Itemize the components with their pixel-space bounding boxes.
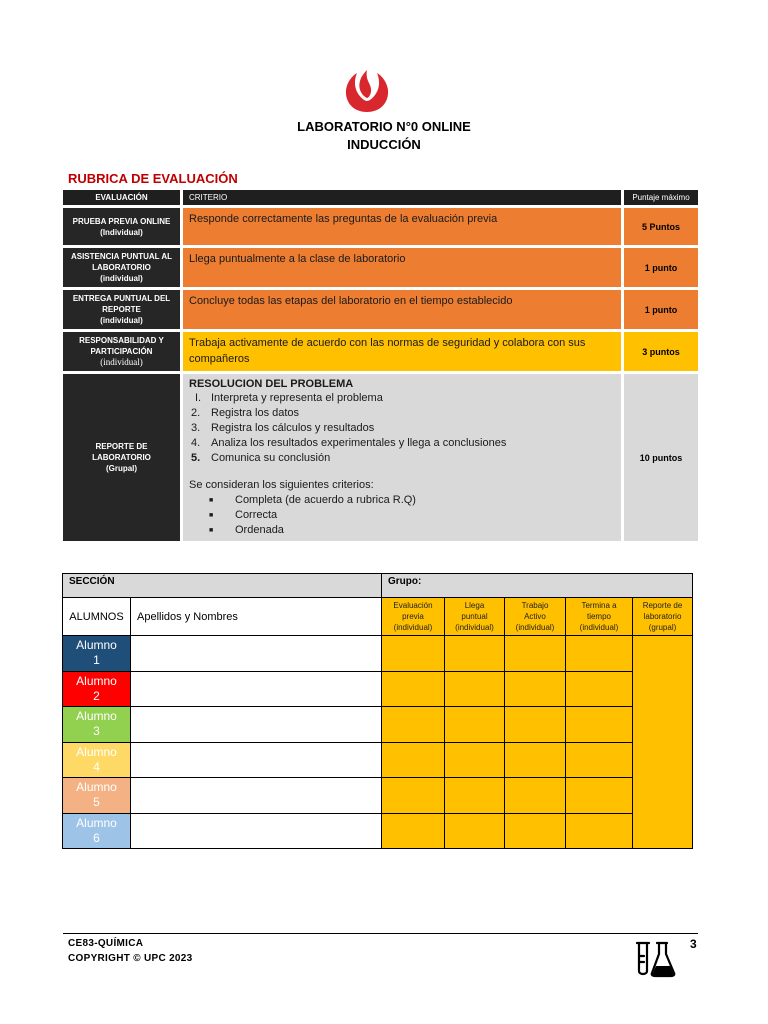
rubric-points-cell: 1 punto bbox=[621, 290, 698, 332]
grade-cell[interactable] bbox=[382, 671, 445, 707]
table-row bbox=[63, 707, 693, 743]
grade-cell[interactable] bbox=[505, 671, 566, 707]
rubric-row bbox=[63, 332, 698, 374]
grade-header: Reporte de laboratorio (grupal) bbox=[633, 598, 693, 636]
footer-divider bbox=[63, 933, 698, 934]
page-title: LABORATORIO N°0 ONLINE bbox=[297, 119, 471, 134]
list-item: 5. Comunica su conclusión bbox=[191, 452, 331, 464]
grade-cell[interactable] bbox=[566, 707, 633, 743]
grade-header: Trabajo Activo (individual) bbox=[505, 598, 566, 636]
list-item: 4. Analiza los resultados experimentales y llega a conclusiones bbox=[191, 437, 507, 449]
group-grade-cell[interactable] bbox=[633, 636, 693, 849]
table-row bbox=[63, 778, 693, 814]
rubric-criterion-cell: Trabaja activamente de acuerdo con las normas de seguridad y colabora con sus compañeros bbox=[180, 332, 621, 374]
students-table bbox=[62, 573, 693, 849]
rubric-eval-cell: REPORTE DE LABORATORIO (Grupal) bbox=[63, 374, 180, 544]
alumno-label: Alumno 1 bbox=[63, 636, 131, 672]
alumno-label: Alumno 4 bbox=[63, 742, 131, 778]
alumno-label: Alumno 6 bbox=[63, 813, 131, 849]
alumno-label: Alumno 5 bbox=[63, 778, 131, 814]
rubric-points-cell: 5 Puntos bbox=[621, 208, 698, 248]
grade-cell[interactable] bbox=[382, 707, 445, 743]
grade-cell[interactable] bbox=[445, 813, 505, 849]
footer-copyright: COPYRIGHT © UPC 2023 bbox=[68, 953, 193, 964]
list-item: ■ Completa (de acuerdo a rubrica R.Q) bbox=[209, 494, 416, 506]
grade-cell[interactable] bbox=[382, 778, 445, 814]
grade-cell[interactable] bbox=[566, 636, 633, 672]
table-row bbox=[63, 742, 693, 778]
rubric-eval-cell: PRUEBA PREVIA ONLINE (Individual) bbox=[63, 208, 180, 248]
page-subtitle: INDUCCIÓN bbox=[347, 137, 421, 152]
rubric-eval-cell: RESPONSABILIDAD Y PARTICIPACIÓN (individual) bbox=[63, 332, 180, 374]
grade-header: Llega puntual (individual) bbox=[445, 598, 505, 636]
col-header-evaluacion: EVALUACIÓN bbox=[63, 190, 180, 208]
grade-cell[interactable] bbox=[445, 707, 505, 743]
list-item: 3. Registra los cálculos y resultados bbox=[191, 422, 375, 434]
lab-flask-icon bbox=[633, 940, 677, 978]
criteria-list bbox=[209, 493, 615, 538]
grade-cell[interactable] bbox=[445, 742, 505, 778]
grade-cell[interactable] bbox=[566, 813, 633, 849]
name-input-cell[interactable] bbox=[131, 707, 382, 743]
grade-cell[interactable] bbox=[566, 671, 633, 707]
criteria-intro: Se consideran los siguientes criterios: bbox=[189, 479, 374, 491]
list-item: 2. Registra los datos bbox=[191, 407, 300, 419]
rubric-header-row bbox=[63, 190, 698, 208]
section-field[interactable]: SECCIÓN bbox=[63, 574, 382, 598]
grade-cell[interactable] bbox=[505, 707, 566, 743]
rubric-row bbox=[63, 248, 698, 290]
table-row bbox=[63, 671, 693, 707]
page-number: 3 bbox=[690, 937, 697, 951]
rubric-criterion-cell: Concluye todas las etapas del laboratorio en el tiempo establecido bbox=[180, 290, 621, 332]
name-input-cell[interactable] bbox=[131, 742, 382, 778]
rubric-points-cell: 3 puntos bbox=[621, 332, 698, 374]
rubric-heading: RUBRICA DE EVALUACIÓN bbox=[68, 171, 238, 186]
grade-cell[interactable] bbox=[566, 742, 633, 778]
rubric-row bbox=[63, 290, 698, 332]
alumnos-header: ALUMNOS bbox=[63, 598, 131, 636]
alumno-label: Alumno 2 bbox=[63, 671, 131, 707]
list-item: ■ Correcta bbox=[209, 509, 278, 521]
table-row bbox=[63, 636, 693, 672]
steps-list bbox=[191, 391, 615, 466]
grade-cell[interactable] bbox=[445, 636, 505, 672]
grade-cell[interactable] bbox=[382, 742, 445, 778]
upc-logo-icon bbox=[343, 68, 391, 114]
name-input-cell[interactable] bbox=[131, 671, 382, 707]
col-header-puntaje: Puntaje máximo bbox=[621, 190, 698, 208]
list-item: I. Interpreta y representa el problema bbox=[195, 392, 383, 404]
table-row bbox=[63, 813, 693, 849]
alumno-label: Alumno 3 bbox=[63, 707, 131, 743]
rubric-eval-cell: ASISTENCIA PUNTUAL AL LABORATORIO (individual) bbox=[63, 248, 180, 290]
rubric-row bbox=[63, 374, 698, 544]
grade-cell[interactable] bbox=[505, 636, 566, 672]
rubric-points-cell: 10 puntos bbox=[621, 374, 698, 544]
names-header: Apellidos y Nombres bbox=[131, 598, 382, 636]
grade-cell[interactable] bbox=[382, 636, 445, 672]
rubric-criterion-cell: Responde correctamente las preguntas de la evaluación previa bbox=[180, 208, 621, 248]
criterion-heading: RESOLUCION DEL PROBLEMA bbox=[189, 378, 354, 390]
rubric-criterion-cell bbox=[180, 374, 621, 544]
list-item: ■ Ordenada bbox=[209, 524, 284, 536]
rubric-criterion-cell: Llega puntualmente a la clase de laboratorio bbox=[180, 248, 621, 290]
grade-header: Evaluación previa (individual) bbox=[382, 598, 445, 636]
grade-cell[interactable] bbox=[505, 813, 566, 849]
name-input-cell[interactable] bbox=[131, 778, 382, 814]
footer-course: CE83-QUÍMICA bbox=[68, 938, 144, 949]
col-header-criterio: CRITERIO bbox=[180, 190, 621, 208]
rubric-eval-cell: ENTREGA PUNTUAL DEL REPORTE (individual) bbox=[63, 290, 180, 332]
name-input-cell[interactable] bbox=[131, 813, 382, 849]
grade-cell[interactable] bbox=[505, 742, 566, 778]
grade-cell[interactable] bbox=[505, 778, 566, 814]
grade-cell[interactable] bbox=[566, 778, 633, 814]
group-field[interactable]: Grupo: bbox=[382, 574, 693, 598]
grade-cell[interactable] bbox=[445, 778, 505, 814]
grade-header: Termina a tiempo (individual) bbox=[566, 598, 633, 636]
rubric-table bbox=[63, 190, 698, 544]
rubric-points-cell: 1 punto bbox=[621, 248, 698, 290]
rubric-row bbox=[63, 208, 698, 248]
grade-cell[interactable] bbox=[382, 813, 445, 849]
grade-cell[interactable] bbox=[445, 671, 505, 707]
name-input-cell[interactable] bbox=[131, 636, 382, 672]
